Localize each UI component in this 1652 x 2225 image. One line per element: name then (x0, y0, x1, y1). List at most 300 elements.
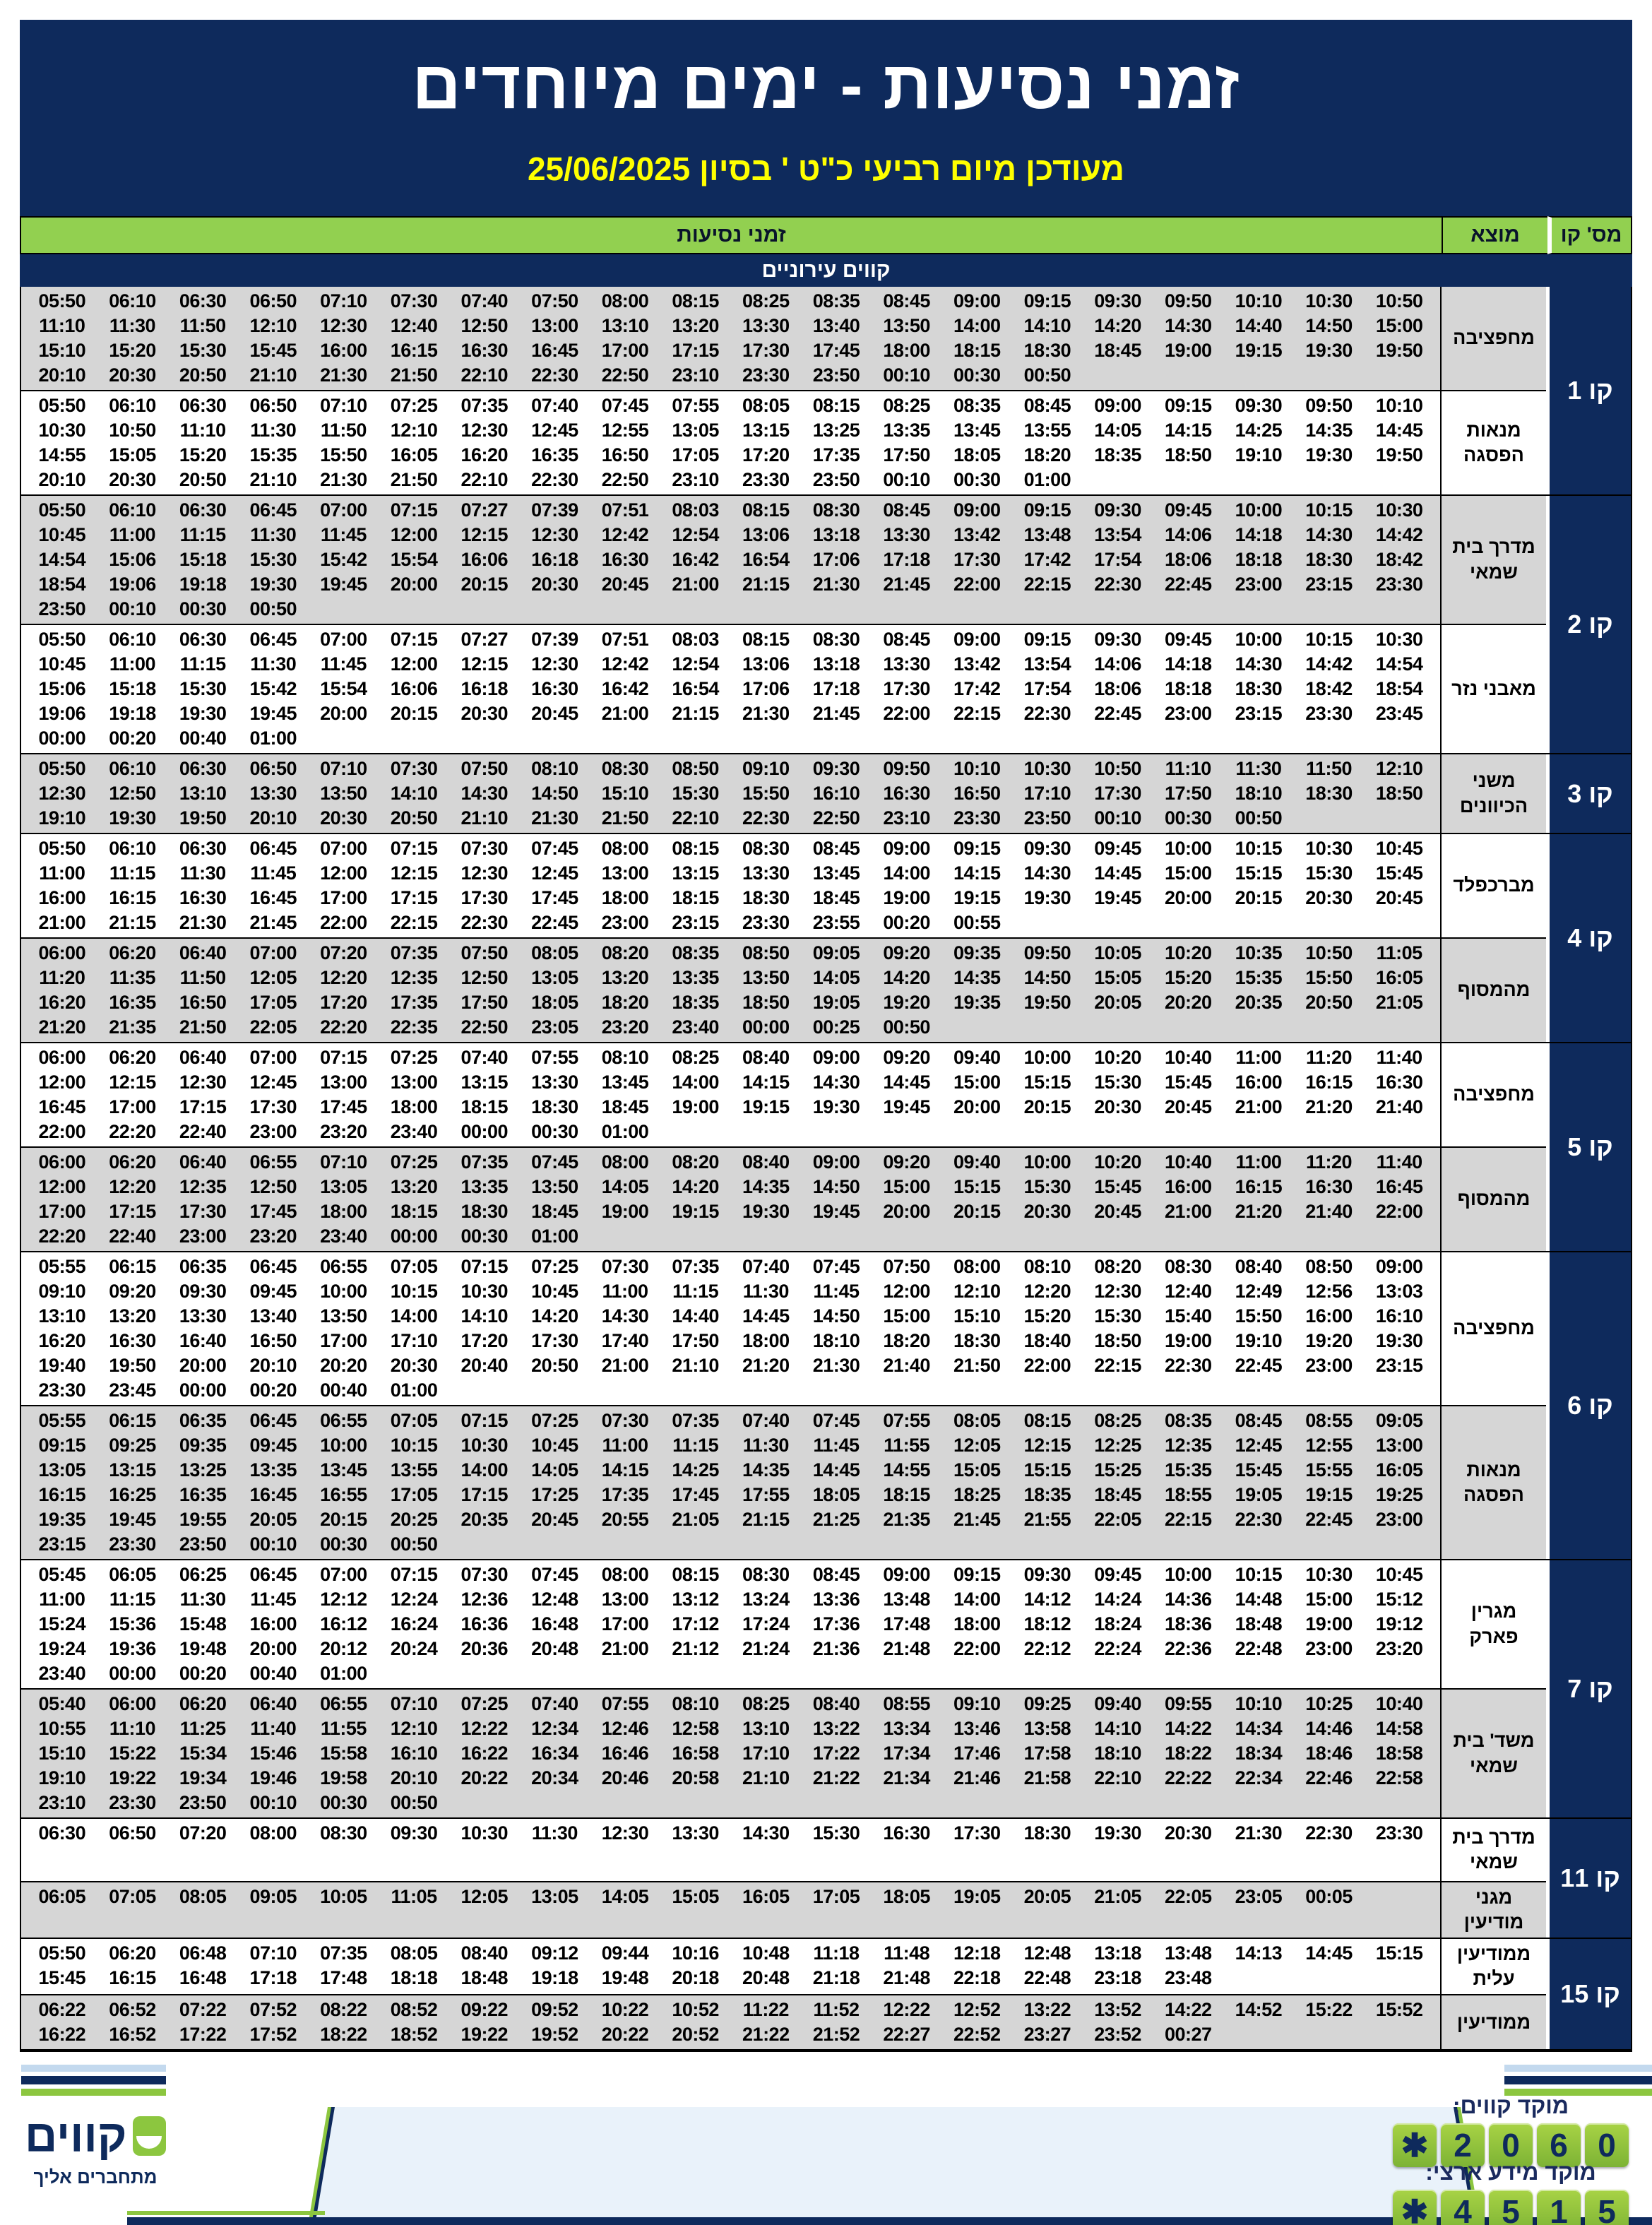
departure-time: 12:45 (531, 420, 578, 441)
departure-time: 18:00 (390, 1096, 438, 1117)
departure-time: 13:05 (531, 1886, 578, 1907)
departure-time: 09:15 (1023, 629, 1071, 650)
departure-time: 22:10 (1094, 1767, 1141, 1788)
departure-time: 18:00 (742, 1330, 790, 1351)
departure-time: 16:12 (320, 1613, 367, 1634)
departure-time: 06:20 (109, 1942, 156, 1964)
departure-time: 22:05 (1094, 1509, 1141, 1530)
departure-time: 21:30 (742, 703, 790, 724)
departure-time: 18:18 (1164, 678, 1212, 699)
departure-time: 07:35 (320, 1942, 367, 1964)
line-group (21, 494, 1631, 753)
departure-time: 19:36 (109, 1638, 156, 1659)
departure-time: 19:30 (1305, 340, 1353, 361)
departure-time: 07:00 (320, 838, 367, 859)
departure-time: 19:24 (38, 1638, 86, 1659)
hotline-national-info-label: מוקד מידע ארצי: (1425, 2159, 1596, 2185)
departure-time: 09:25 (1023, 1693, 1071, 1714)
departure-time: 13:00 (390, 1072, 438, 1093)
departure-time: 14:10 (460, 1305, 508, 1327)
departure-time: 17:30 (1094, 783, 1141, 804)
departure-time: 19:15 (742, 1096, 790, 1117)
departure-time: 18:10 (812, 1330, 860, 1351)
departure-time: 19:15 (1235, 340, 1283, 361)
departure-time: 23:20 (1375, 1638, 1423, 1659)
departure-time: 20:46 (601, 1767, 649, 1788)
departure-time: 16:55 (320, 1484, 367, 1505)
departure-time: 21:20 (1235, 1201, 1283, 1222)
departure-time: 17:52 (249, 2024, 297, 2046)
departure-time: 16:30 (1375, 1072, 1423, 1093)
departure-time: 16:00 (1235, 1072, 1283, 1093)
departure-time: 21:12 (672, 1638, 719, 1659)
departure-time: 20:00 (249, 1638, 297, 1659)
departure-time: 17:05 (672, 444, 719, 465)
departure-time: 13:10 (179, 783, 227, 804)
departure-time: 17:55 (742, 1484, 790, 1505)
departure-time: 15:00 (883, 1176, 930, 1197)
departure-time: 06:55 (320, 1693, 367, 1714)
departure-time: 13:30 (883, 653, 930, 675)
departure-time: 00:30 (1164, 807, 1212, 829)
departure-time: 13:40 (812, 315, 860, 336)
departure-time: 13:35 (672, 967, 719, 988)
departure-time: 11:45 (250, 1589, 297, 1610)
departure-time: 17:45 (249, 1201, 297, 1222)
departure-time: 18:18 (390, 1967, 438, 1989)
departure-time: 13:45 (601, 1072, 649, 1093)
departure-time: 17:54 (1023, 678, 1071, 699)
departure-time: 13:00 (531, 315, 578, 336)
departure-time: 07:50 (460, 758, 508, 779)
departure-time: 07:15 (460, 1256, 508, 1277)
departure-time: 17:00 (320, 1330, 367, 1351)
departure-time: 08:22 (320, 1999, 367, 2021)
departure-time: 09:52 (531, 1999, 578, 2021)
origin-cell: מברכפלד (1440, 834, 1546, 937)
departure-time: 21:34 (883, 1767, 930, 1788)
departure-time: 20:30 (1094, 1096, 1141, 1117)
departure-time: 19:30 (1375, 1330, 1423, 1351)
departure-time: 22:30 (531, 364, 578, 386)
line-group (21, 1042, 1631, 1251)
departure-time: 17:10 (1023, 783, 1071, 804)
departure-time: 15:00 (953, 1072, 1001, 1093)
departure-time: 15:36 (109, 1613, 156, 1634)
departure-time: 20:45 (531, 1509, 578, 1530)
departure-time: 11:45 (320, 524, 367, 545)
departure-time: 06:15 (109, 1410, 156, 1431)
departure-time: 09:45 (1164, 499, 1212, 521)
departure-time: 13:00 (320, 1072, 367, 1093)
departure-time: 10:05 (320, 1886, 367, 1907)
departure-time: 10:40 (1164, 1047, 1212, 1068)
times-grid (21, 496, 1440, 624)
departure-time: 22:20 (38, 1226, 86, 1247)
departure-time: 20:45 (1164, 1096, 1212, 1117)
departure-time: 18:15 (672, 887, 719, 908)
departure-time: 15:05 (109, 444, 156, 465)
departure-time: 11:30 (179, 1589, 226, 1610)
departure-time: 00:30 (179, 598, 227, 619)
departure-time: 20:24 (390, 1638, 438, 1659)
origin-block (21, 1405, 1546, 1559)
departure-time: 12:54 (672, 653, 719, 675)
departure-time: 07:40 (460, 1047, 508, 1068)
departure-time: 16:05 (742, 1886, 790, 1907)
departure-time: 20:10 (249, 1355, 297, 1376)
departure-time: 17:35 (601, 1484, 649, 1505)
departure-time: 11:45 (813, 1281, 860, 1302)
departure-time: 12:12 (320, 1589, 367, 1610)
departure-time: 13:34 (883, 1718, 930, 1739)
departure-time: 21:15 (109, 912, 156, 933)
departure-time: 06:40 (179, 1151, 227, 1173)
departure-time: 16:25 (109, 1484, 156, 1505)
departure-time: 07:45 (531, 838, 578, 859)
departure-time: 11:00 (39, 1589, 85, 1610)
departure-time: 22:30 (1164, 1355, 1212, 1376)
departure-time: 14:35 (742, 1459, 790, 1481)
departure-time: 18:05 (531, 992, 578, 1013)
departure-time: 20:40 (460, 1355, 508, 1376)
departure-time: 10:22 (601, 1999, 649, 2021)
departure-time: 10:30 (460, 1822, 508, 1844)
departure-time: 12:35 (1164, 1435, 1212, 1456)
departure-time: 11:55 (884, 1435, 930, 1456)
departure-time: 00:40 (320, 1380, 367, 1401)
departure-time: 12:50 (249, 1176, 297, 1197)
departure-time: 00:50 (390, 1792, 438, 1813)
departure-time: 13:10 (742, 1718, 790, 1739)
origin-block (21, 937, 1546, 1042)
departure-time: 15:15 (1023, 1459, 1071, 1481)
departure-time: 09:55 (1164, 1693, 1212, 1714)
departure-time: 12:00 (390, 524, 438, 545)
times-grid (21, 391, 1440, 494)
departure-time: 20:15 (320, 1509, 367, 1530)
times-grid (21, 1882, 1440, 1938)
origin-block (21, 1688, 1546, 1817)
origin-cell: מחפציבה (1440, 1043, 1546, 1146)
departure-time: 14:00 (953, 315, 1001, 336)
origin-block (21, 1939, 1546, 1994)
timetable-body (20, 287, 1632, 2051)
departure-time: 15:05 (672, 1886, 719, 1907)
line-group (21, 1938, 1631, 2049)
departure-time: 13:50 (883, 315, 930, 336)
departure-time: 12:15 (460, 524, 508, 545)
departure-time: 15:30 (179, 678, 227, 699)
departure-time: 22:00 (1023, 1355, 1071, 1376)
departure-time: 23:00 (179, 1226, 227, 1247)
departure-time: 12:05 (953, 1435, 1001, 1456)
departure-time: 19:30 (109, 807, 156, 829)
departure-time: 15:54 (320, 678, 367, 699)
departure-time: 14:42 (1305, 653, 1353, 675)
departure-time: 07:22 (179, 1999, 227, 2021)
departure-time: 15:46 (249, 1743, 297, 1764)
departure-time: 06:45 (249, 1564, 297, 1585)
departure-time: 07:40 (531, 1693, 578, 1714)
departure-time: 13:20 (109, 1305, 156, 1327)
line-blocks (21, 1819, 1546, 1938)
departure-time: 10:20 (1094, 1047, 1141, 1068)
departure-time: 13:12 (672, 1589, 719, 1610)
departure-time: 15:05 (1094, 967, 1141, 988)
departure-time: 16:45 (38, 1096, 86, 1117)
departure-time: 19:46 (249, 1767, 297, 1788)
departure-time: 19:30 (742, 1201, 790, 1222)
departure-time: 17:35 (812, 444, 860, 465)
departure-time: 22:00 (320, 912, 367, 933)
departure-time: 23:27 (1023, 2024, 1071, 2046)
departure-time: 15:48 (179, 1613, 227, 1634)
departure-time: 17:50 (883, 444, 930, 465)
departure-time: 06:30 (179, 395, 227, 416)
departure-time: 09:00 (883, 1564, 930, 1585)
departure-time: 17:05 (390, 1484, 438, 1505)
departure-time: 07:10 (320, 1151, 367, 1173)
departure-time: 10:50 (1305, 942, 1353, 963)
departure-time: 21:58 (1023, 1767, 1071, 1788)
departure-time: 17:45 (531, 887, 578, 908)
table-header-row (20, 216, 1632, 254)
line-blocks (21, 287, 1546, 494)
departure-time: 21:30 (179, 912, 227, 933)
departure-time: 05:50 (38, 758, 86, 779)
departure-time: 11:00 (39, 862, 85, 884)
departure-time: 12:48 (531, 1589, 578, 1610)
departure-time: 14:00 (672, 1072, 719, 1093)
departure-time: 00:30 (531, 1121, 578, 1142)
departure-time: 19:00 (883, 887, 930, 908)
departure-time: 17:30 (953, 1822, 1001, 1844)
decor-stripe-left-light (21, 2065, 166, 2072)
departure-time: 14:45 (1375, 420, 1423, 441)
departure-time: 15:10 (38, 340, 86, 361)
departure-time: 07:15 (320, 1047, 367, 1068)
times-grid (21, 834, 1440, 937)
departure-time: 19:12 (1375, 1613, 1423, 1634)
departure-time: 10:45 (38, 524, 86, 545)
departure-time: 07:15 (390, 1564, 438, 1585)
departure-time: 07:45 (531, 1151, 578, 1173)
departure-time: 19:40 (38, 1355, 86, 1376)
departure-time: 22:10 (460, 469, 508, 490)
departure-time: 01:00 (531, 1226, 578, 1247)
times-grid (21, 1043, 1440, 1146)
departure-time: 12:05 (249, 967, 297, 988)
departure-time: 11:52 (813, 1999, 860, 2021)
departure-time: 07:35 (460, 1151, 508, 1173)
departure-time: 23:50 (1023, 807, 1071, 829)
departure-time: 13:30 (531, 1072, 578, 1093)
departure-time: 11:15 (179, 524, 226, 545)
departure-time: 07:55 (672, 395, 719, 416)
departure-time: 07:15 (390, 838, 438, 859)
origin-cell: מנאות הפסגה (1440, 391, 1546, 494)
departure-time: 08:15 (672, 1564, 719, 1585)
departure-time: 17:00 (601, 340, 649, 361)
departure-time: 14:46 (1305, 1718, 1353, 1739)
departure-time: 20:25 (390, 1509, 438, 1530)
departure-time: 21:30 (1235, 1822, 1283, 1844)
departure-time: 19:00 (1164, 1330, 1212, 1351)
departure-time: 15:35 (1164, 1459, 1212, 1481)
departure-time: 11:40 (1376, 1047, 1422, 1068)
departure-time: 12:15 (460, 653, 508, 675)
departure-time: 15:30 (249, 549, 297, 570)
departure-time: 22:40 (109, 1226, 156, 1247)
departure-time: 05:50 (38, 1942, 86, 1964)
departure-time: 11:45 (320, 653, 367, 675)
departure-time: 15:30 (672, 783, 719, 804)
departure-time: 20:00 (1164, 887, 1212, 908)
departure-time: 19:34 (179, 1767, 227, 1788)
departure-time: 14:30 (742, 1822, 790, 1844)
departure-time: 20:50 (531, 1355, 578, 1376)
departure-time: 13:18 (812, 653, 860, 675)
departure-time: 18:30 (1023, 340, 1071, 361)
departure-time: 19:15 (1305, 1484, 1353, 1505)
departure-time: 01:00 (390, 1380, 438, 1401)
departure-time: 07:05 (390, 1410, 438, 1431)
departure-time: 23:50 (179, 1792, 227, 1813)
departure-time: 15:45 (1375, 862, 1423, 884)
departure-time: 19:50 (1023, 992, 1071, 1013)
departure-time: 23:15 (1375, 1355, 1423, 1376)
departure-time: 16:20 (38, 992, 86, 1013)
departure-time: 18:15 (953, 340, 1001, 361)
departure-time: 07:25 (531, 1410, 578, 1431)
departure-time: 21:00 (601, 703, 649, 724)
departure-time: 13:30 (742, 315, 790, 336)
departure-time: 19:25 (1375, 1484, 1423, 1505)
departure-time: 20:20 (320, 1355, 367, 1376)
departure-time: 13:00 (601, 1589, 649, 1610)
departure-time: 15:22 (1305, 1999, 1353, 2021)
departure-time: 07:45 (601, 395, 649, 416)
departure-time: 07:00 (249, 1047, 297, 1068)
times-grid (21, 1690, 1440, 1817)
departure-time: 00:00 (109, 1663, 156, 1684)
departure-time: 07:25 (390, 1151, 438, 1173)
departure-time: 19:10 (38, 1767, 86, 1788)
departure-time: 09:45 (1094, 1564, 1141, 1585)
departure-time: 06:55 (320, 1410, 367, 1431)
departure-time: 00:10 (109, 598, 156, 619)
departure-time: 14:05 (812, 967, 860, 988)
departure-time: 21:22 (742, 2024, 790, 2046)
line-group (21, 1251, 1631, 1559)
departure-time: 23:20 (320, 1121, 367, 1142)
departure-time: 21:15 (742, 1509, 790, 1530)
departure-time: 20:22 (601, 2024, 649, 2046)
keypad-star-key: ✱ (1393, 2123, 1437, 2167)
departure-time: 11:30 (1235, 758, 1282, 779)
departure-time: 16:20 (38, 1330, 86, 1351)
departure-time: 21:30 (531, 807, 578, 829)
departure-time: 19:30 (1094, 1822, 1141, 1844)
departure-time: 13:50 (531, 1176, 578, 1197)
departure-time: 23:48 (1164, 1967, 1212, 1989)
departure-time: 11:30 (109, 315, 155, 336)
departure-time: 09:40 (1094, 1693, 1141, 1714)
departure-time: 23:52 (1094, 2024, 1141, 2046)
departure-time: 11:00 (1235, 1047, 1282, 1068)
departure-time: 17:40 (601, 1330, 649, 1351)
departure-time: 16:42 (601, 678, 649, 699)
departure-time: 14:00 (883, 862, 930, 884)
departure-time: 19:48 (179, 1638, 227, 1659)
departure-time: 14:30 (1235, 653, 1283, 675)
departure-time: 10:10 (953, 758, 1001, 779)
departure-time: 09:50 (1164, 290, 1212, 312)
departure-time: 22:50 (601, 364, 649, 386)
departure-time: 10:15 (1235, 838, 1283, 859)
departure-time: 15:00 (1164, 862, 1212, 884)
departure-time: 23:10 (672, 364, 719, 386)
departure-time: 06:40 (179, 942, 227, 963)
departure-time: 17:36 (812, 1613, 860, 1634)
departure-time: 15:10 (601, 783, 649, 804)
departure-time: 07:10 (249, 1942, 297, 1964)
departure-time: 10:45 (1375, 1564, 1423, 1585)
departure-time: 11:45 (250, 862, 297, 884)
departure-time: 10:15 (390, 1435, 438, 1456)
departure-time: 20:45 (601, 574, 649, 595)
departure-time: 09:05 (812, 942, 860, 963)
departure-time: 18:20 (1023, 444, 1071, 465)
departure-time: 12:35 (179, 1176, 227, 1197)
departure-time: 14:15 (742, 1072, 790, 1093)
departure-time: 10:35 (1235, 942, 1283, 963)
departure-time: 12:50 (460, 967, 508, 988)
departure-time: 18:00 (320, 1201, 367, 1222)
departure-time: 12:40 (390, 315, 438, 336)
departure-time: 14:13 (1235, 1942, 1283, 1964)
departure-time: 10:00 (1023, 1151, 1071, 1173)
times-grid (21, 1406, 1440, 1559)
departure-time: 13:05 (38, 1459, 86, 1481)
departure-time: 10:45 (1375, 838, 1423, 859)
departure-time: 22:45 (1094, 703, 1141, 724)
departure-time: 23:30 (38, 1380, 86, 1401)
departure-time: 21:05 (672, 1509, 719, 1530)
origin-cell: מגרין פארק (1440, 1560, 1546, 1688)
departure-time: 06:50 (249, 395, 297, 416)
departure-time: 20:12 (320, 1638, 367, 1659)
departure-time: 17:10 (742, 1743, 790, 1764)
kavim-logo-smile-icon (133, 2116, 166, 2156)
departure-time: 11:15 (179, 653, 226, 675)
departure-time: 23:15 (38, 1533, 86, 1555)
departure-time: 17:30 (249, 1096, 297, 1117)
origin-block (21, 624, 1546, 753)
departure-time: 13:50 (742, 967, 790, 988)
departure-time: 05:50 (38, 395, 86, 416)
departure-time: 15:18 (109, 678, 156, 699)
departure-time: 07:55 (601, 1693, 649, 1714)
departure-time: 23:20 (249, 1226, 297, 1247)
departure-time: 15:54 (390, 549, 438, 570)
departure-time: 13:30 (883, 524, 930, 545)
departure-time: 13:18 (1094, 1942, 1141, 1964)
departure-time: 07:15 (390, 629, 438, 650)
departure-time: 20:48 (531, 1638, 578, 1659)
departure-time: 09:50 (1023, 942, 1071, 963)
